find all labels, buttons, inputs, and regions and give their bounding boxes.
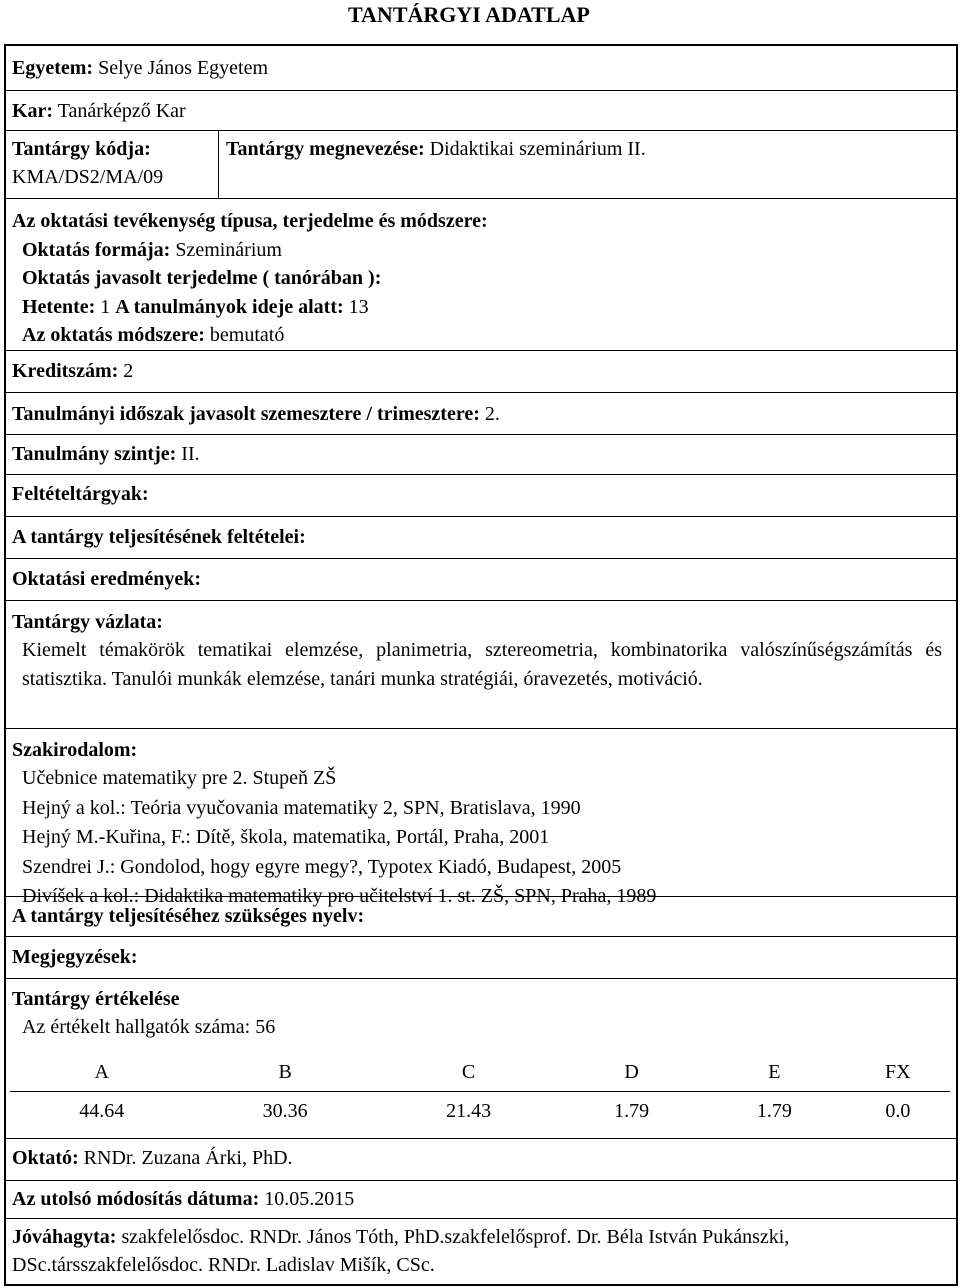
- last-modified-row: Az utolsó módosítás dátuma: 10.05.2015: [6, 1180, 956, 1219]
- course-name-value: Didaktikai szeminárium II.: [429, 138, 646, 160]
- outcomes-row: Oktatási eredmények:: [6, 558, 956, 601]
- outline-text: Kiemelt témakörök tematikai elemzése, planimetria, sztereometria, kombinatorika valószínűségszámítás és statisztika. Tanulói munkák elemzése, tanári munka stratégiái, óravezetés, motiváció.: [22, 639, 942, 690]
- level-row: Tanulmány szintje: II.: [6, 434, 956, 475]
- last-modified-value: 10.05.2015: [264, 1188, 355, 1210]
- literature-item: Szendrei J.: Gondolod, hogy egyre megy?, Typotex Kiadó, Budapest, 2005: [22, 855, 622, 878]
- notes-row: Megjegyzések:: [6, 936, 956, 979]
- approval-section: Jóváhagyta: szakfelelősdoc. RNDr. János Tóth, PhD.szakfelelősprof. Dr. Béla István Pukánszki, DSc.társszakfelelősdoc. RNDr. Ladislav Mišík, CSc.: [6, 1218, 956, 1285]
- literature-item: Hejný a kol.: Teória vyučovania matematiky 2, SPN, Bratislava, 1990: [22, 796, 581, 819]
- literature-item: Učebnice matematiky pre 2. Stupeň ZŠ: [22, 767, 337, 789]
- language-row: A tantárgy teljesítéséhez szükséges nyelv:: [6, 896, 956, 937]
- semester-row: Tanulmányi időszak javasolt szemesztere / trimesztere: 2.: [6, 392, 956, 435]
- credits-row: Kreditszám: 2: [6, 350, 956, 393]
- literature-item: Divíšek a kol.: Didaktika matematiky pro učitelství 1. st. ZŠ, SPN, Praha, 1989: [22, 885, 657, 907]
- grade-percentage: 0.0: [885, 1099, 911, 1122]
- grade-header: C: [377, 1053, 560, 1092]
- grade-header: A: [10, 1053, 193, 1092]
- evaluated-count: 56: [255, 1016, 276, 1038]
- grade-percentage: 30.36: [262, 1099, 308, 1122]
- grade-header: FX: [846, 1053, 950, 1092]
- grade-percentage: 44.64: [79, 1099, 125, 1122]
- evaluation-section: Tantárgy értékelése Az értékelt hallgatók száma: 56 A B C D E FX 44.64 30.36 21.43 1.79 1.79 0.0: [6, 978, 956, 1139]
- grade-percentage: 1.79: [756, 1099, 792, 1122]
- outline-section: Tantárgy vázlata: Kiemelt témakörök tematikai elemzése, planimetria, sztereometria, kombinatorika valószínűségszámítás és statisztika. Tanulói munkák elemzése, tanári munka stratégiái, óravezetés, motiváció.: [6, 600, 956, 729]
- completion-row: A tantárgy teljesítésének feltételei:: [6, 516, 956, 559]
- university-row: Egyetem: Selye János Egyetem: [12, 57, 269, 79]
- instructor-row: Oktató: RNDr. Zuzana Árki, PhD.: [6, 1138, 956, 1181]
- approval-value: szakfelelősdoc. RNDr. János Tóth, PhD.szakfelelősprof. Dr. Béla István Pukánszki, DSc.társszakfelelősdoc. RNDr. Ladislav Mišík, CSc.: [12, 1226, 790, 1276]
- instructor-value: RNDr. Zuzana Árki, PhD.: [83, 1147, 293, 1169]
- faculty-value: Tanárképző Kar: [57, 100, 186, 122]
- grade-percentage: 21.43: [446, 1099, 492, 1122]
- faculty-row: Kar: Tanárképző Kar: [6, 90, 956, 131]
- literature-section: Szakirodalom: Učebnice matematiky pre 2. Stupeň ZŠ Hejný a kol.: Teória vyučovania matematiky 2, SPN, Bratislava, 1990 Hejný M.-Kuřina, F.: Dítě, škola, matematika, Portál, Praha, 2001 Szendrei J.: Gondolod, hogy egyre megy?, Typotex Kiadó, Budapest, 2005 Divíšek a kol.: Didaktika matematiky pro učitelství 1. st. ZŠ, SPN, Praha, 1989: [6, 728, 956, 897]
- university-value: Selye János Egyetem: [98, 57, 269, 79]
- literature-item: Hejný M.-Kuřina, F.: Dítě, škola, matematika, Portál, Praha, 2001: [22, 826, 550, 848]
- course-id-row: Tantárgy kódja: KMA/DS2/MA/09 Tantárgy megnevezése: Didaktikai szeminárium II.: [6, 130, 956, 199]
- course-code-value: KMA/DS2/MA/09: [12, 166, 164, 188]
- course-sheet: [4, 44, 958, 1286]
- grade-percentage: 1.79: [614, 1099, 650, 1122]
- grade-distribution-table: [10, 1053, 950, 1130]
- grade-header: E: [703, 1053, 846, 1092]
- activity-section: Az oktatási tevékenység típusa, terjedelme és módszere: Oktatás formája: Szeminárium Oktatás javasolt terjedelme ( tanórában ): Hetente: 1 A tanulmányok ideje alatt: 13 Az oktatás módszere: bemutató: [6, 198, 956, 351]
- grade-header: B: [193, 1053, 376, 1092]
- prerequisites-row: Feltételtárgyak:: [6, 474, 956, 517]
- grade-header: D: [560, 1053, 703, 1092]
